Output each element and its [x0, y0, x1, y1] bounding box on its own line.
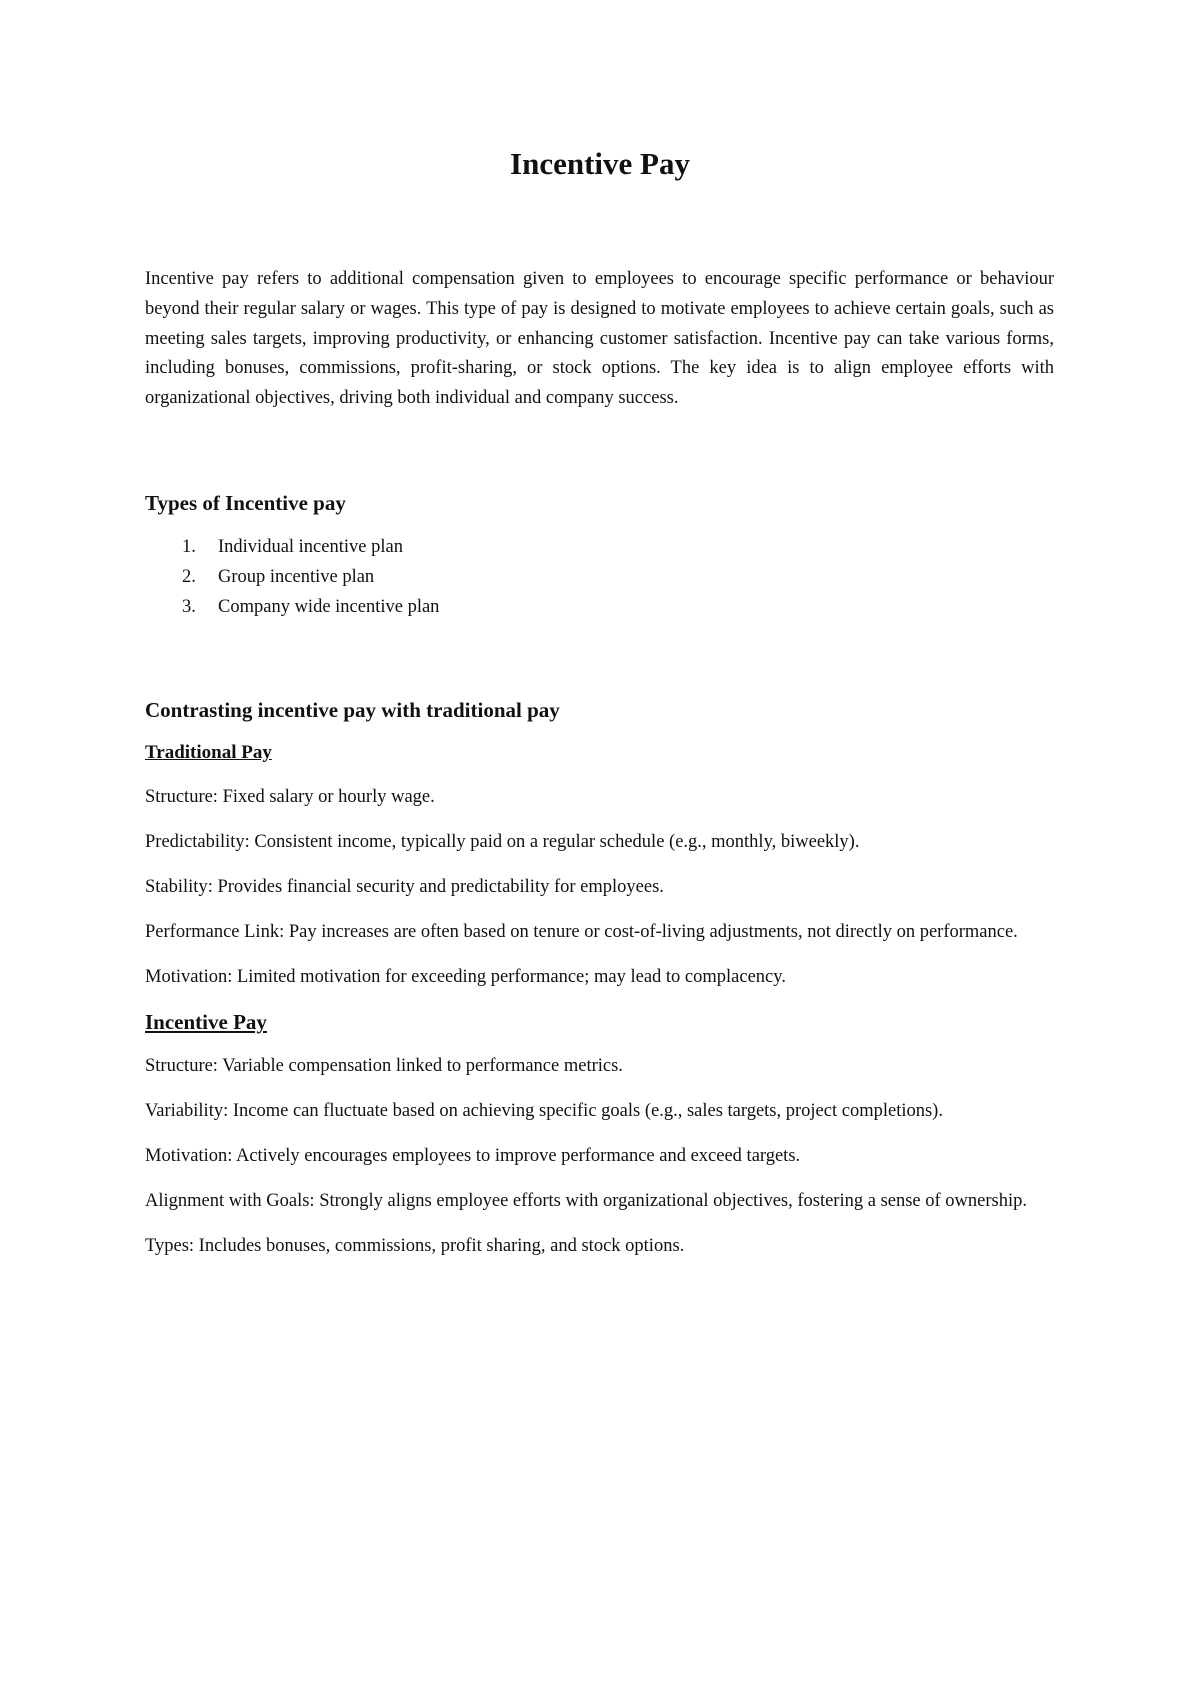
traditional-item-motivation: Motivation: Limited motivation for exceeding performance; may lead to complacency. — [145, 966, 786, 987]
contrast-heading: Contrasting incentive pay with traditional pay — [145, 698, 560, 723]
traditional-item-predictability: Predictability: Consistent income, typically paid on a regular schedule (e.g., monthly, biweekly). — [145, 832, 860, 853]
list-number: 2. — [182, 566, 196, 587]
incentive-item-alignment: Alignment with Goals: Strongly aligns employee efforts with organizational objectives, fostering a sense of ownership. — [145, 1190, 1028, 1211]
list-number: 3. — [182, 596, 196, 617]
list-item-label: Group incentive plan — [218, 566, 375, 587]
incentive-item-types: Types: Includes bonuses, commissions, profit sharing, and stock options. — [145, 1235, 685, 1256]
traditional-item-stability: Stability: Provides financial security and predictability for employees. — [145, 876, 664, 897]
list-item — [145, 593, 1054, 623]
traditional-pay-heading: Traditional Pay — [145, 742, 272, 764]
types-heading: Types of Incentive pay — [145, 490, 346, 515]
incentive-item-variability: Variability: Income can fluctuate based on achieving specific goals (e.g., sales targets, project completions). — [145, 1101, 943, 1122]
list-number: 1. — [182, 536, 196, 557]
incentive-item-motivation: Motivation: Actively encourages employees to improve performance and exceed targets. — [145, 1145, 801, 1166]
list-item-label: Company wide incentive plan — [218, 596, 440, 617]
list-item — [145, 563, 1054, 593]
list-item — [145, 533, 1054, 563]
list-item-label: Individual incentive plan — [218, 536, 403, 557]
document-body — [145, 265, 1054, 1261]
traditional-item-performance-link: Performance Link: Pay increases are often based on tenure or cost-of-living adjustments, not directly on performance. — [145, 921, 1018, 942]
incentive-item-structure: Structure: Variable compensation linked to performance metrics. — [145, 1056, 623, 1077]
intro-paragraph: Incentive pay refers to additional compensation given to employees to encourage specific performance or behaviour beyond their regular salary or wages. This type of pay is designed to motivate employees to achieve certain goals, such as meeting sales targets, improving productivity, or enhancing customer satisfaction. Incentive pay can take various forms, including bonuses, commissions, profit-sharing, or stock options. The key idea is to align employee efforts with organizational objectives, driving both individual and company success. — [145, 269, 1054, 409]
traditional-item-structure: Structure: Fixed salary or hourly wage. — [145, 787, 435, 808]
types-list — [145, 533, 1054, 622]
incentive-pay-heading: Incentive Pay — [145, 1010, 267, 1035]
document-title: Incentive Pay — [510, 146, 690, 181]
